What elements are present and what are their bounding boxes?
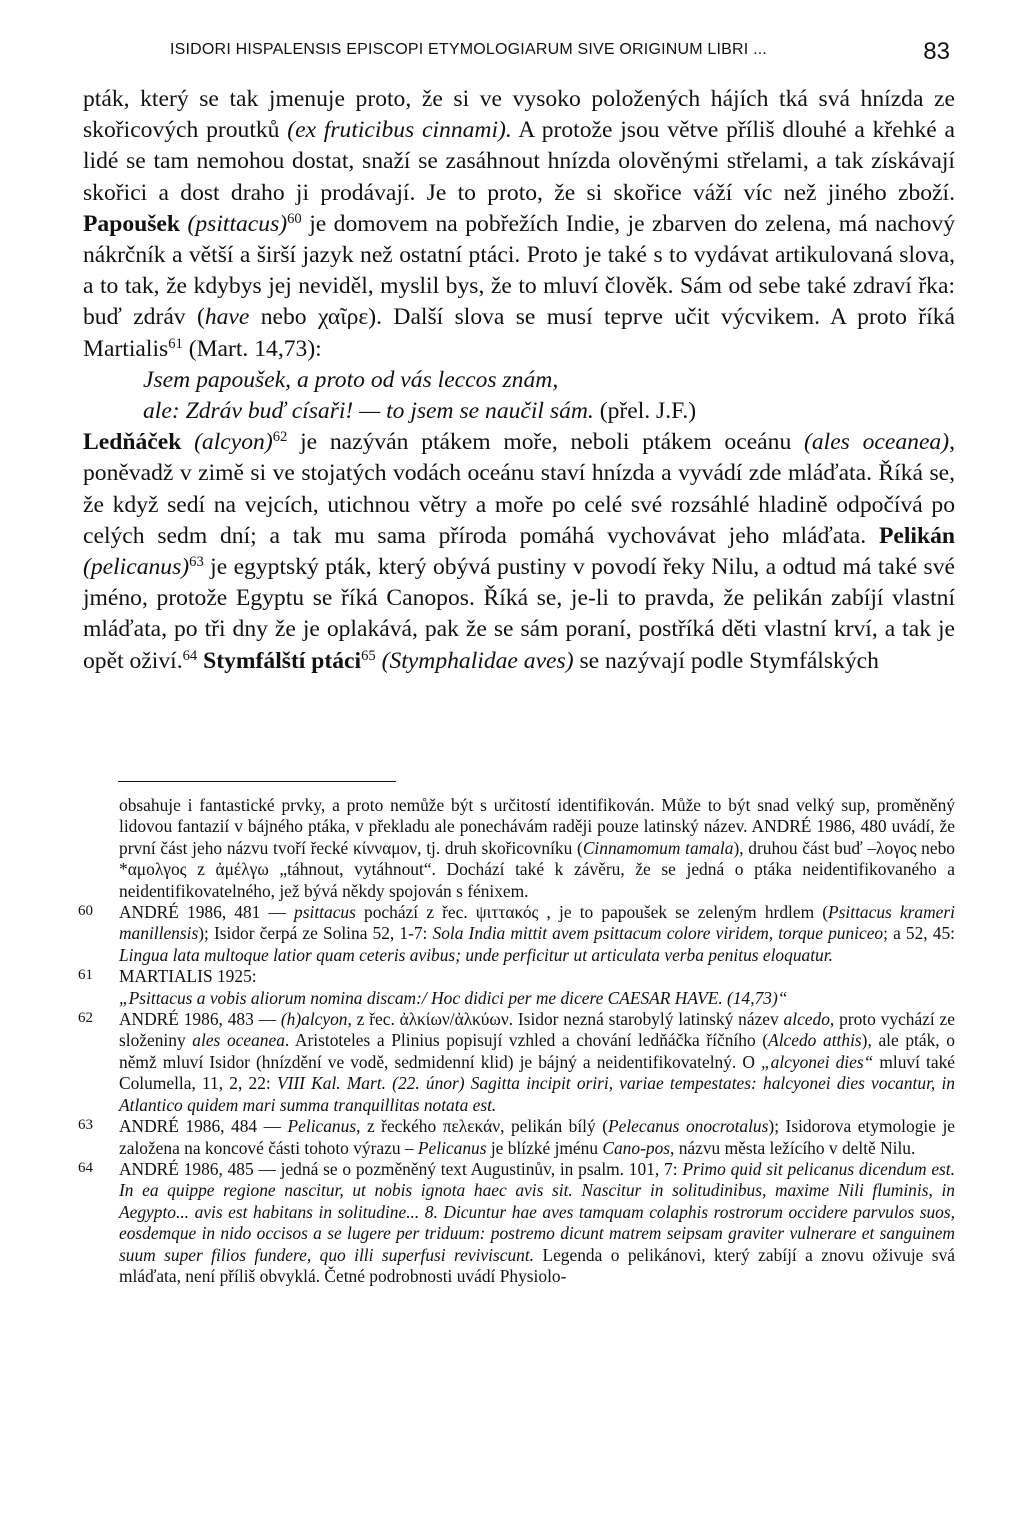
entry-lednacek: Ledňáček — [83, 429, 182, 456]
main-paragraph: pták, který se tak jmenuje proto, že si ve vysoko položených hájích tká svá hnízda ze skořicových proutků (ex fruticibus cinnami). A protože jsou větve příliš dlouhé a křehké a lidé se tam nemohou dostat, snaží se zasáhnout hnízda olověnými střelami, a tak získávají skořici a dost draho ji prodávají. Je to proto, že si skořice váží víc než jiného zboží. Papoušek (psittacus)$^{60}$ je domovem na pobřežích Indie, je zbarven do zelena, má nachový nákrčník a větší a širší jazyk než ostatní ptáci. Proto je také s to vydávat artikulovaná slova, a to tak, že kdybys jej neviděl, myslil bys, že to mluví člověk. Sám od sebe také zdraví řka: buď zdráv (have nebo χαῖρε). Další slova se musí teprve učit výcvikem. A proto říká Martialis$^{61}$ (Mart. 14,73): — [83, 86, 956, 362]
footnote-ref: 63 — [189, 554, 204, 570]
footnote-ref: 62 — [272, 429, 288, 446]
footnote-62: 62 ANDRÉ 1986, 483 — (h)alcyon, z řec. ἀλκίων/ἀλκύων. Isidor nezná starobylý latinský název alcedo, proto vychází ze složeniny ales oceanea. Aristoteles a Plinius popisují vzhled a chování ledňáčka říčního (Alcedo atthis), ale pták, o němž mluví Isidor (hnízdění ve vodě, sedmidenní klid) je bájný a neidentifikovatelný. O „alcyonei dies“ mluví také Columella, 11, 2, 22: VIII Kal. Mart. (22. únor) Sagitta incipit oriri, variae tempestates: halcyonei dies vocantur, in Atlantico quidem mari summa tranquillitas notata est. — [78, 1009, 955, 1115]
entry-papousek: Papoušek — [83, 210, 181, 237]
footnote-number: 61 — [78, 967, 93, 984]
footnote-ref: 65 — [361, 647, 376, 664]
verse-line: ale: Zdráv buď císaři! — to jsem se naučil sám. (přel. J.F.) — [143, 398, 697, 425]
footnote-61: 61 MARTIALIS 1925: „Psittacus a vobis aliorum nomina discam:/ Hoc didici per me dicere CAESAR HAVE. (14,73)“ — [78, 966, 788, 1008]
footnote-number: 64 — [78, 1159, 93, 1176]
page-number: 83 — [923, 38, 950, 65]
entry-pelikan: Pelikán — [878, 522, 955, 549]
footnote-ref: 64 — [182, 647, 198, 664]
footnote-63: 63 ANDRÉ 1986, 484 — Pelicanus, z řeckého πελεκάν, pelikán bílý (Pelecanus onocrotalus); Isidorova etymologie je založena na koncové části tohoto výrazu – Pelicanus je blízké jménu Cano-pos, názvu města ležícího v deltě Nilu. — [78, 1116, 956, 1158]
footnote-64: 64 ANDRÉ 1986, 485 — jedná se o pozměněný text Augustinův, in psalm. 101, 7: Primo quid sit pelicanus dicendum est. In ea quippe regione nascitur, ut nobis ignota haec avis sit. Nascitur in solitudinibus, maxime Nili fluminis, in Aegypto... avis est habitans in solitudine... 8. Dicuntur hae aves tamquam colaphis rostrorum occidere parvulos suos, eosdemque in nido occisos a se lugere per triduum: postremo dicunt matrem seipsam graviter vulnerare et sanguinem suum super filios fundere, quo illi superfusi reviviscunt. Legenda o pelikánovi, který zabíjí a znovu oživuje svá mláďata, není příliš obvyklá. Četné podrobnosti uvádí Physiolo- — [78, 1158, 955, 1286]
footnote-continuation: obsahuje i fantastické prvky, a proto nemůže být s určitostí identifikován. Může to být snad velký sup, proměněný lidovou fantazií v bájného ptáka, v překladu ale ponechávám raději pouze latinský název. ANDRÉ 1986, 480 uvádí, že první část jeho názvu tvoří řecké κίνναμον, tj. druh skořicovníku (Cinnamomum tamala), druhou část buď –λογος nebo *αμολγος z ἀμέλγω „táhnout, vytáhnout“. Dochází také k závěru, že se jedná o ptáka neidentifikovaného a neidentifikovatelného, jež bývá někdy spojován s fénixem. — [119, 795, 955, 901]
main-paragraph: Ledňáček (alcyon)$^{62}$ je nazýván ptákem moře, neboli ptákem oceánu (ales oceanea), poněvadž v zimě si ve stojatých vodách oceánu staví hnízda a vyvádí zde mláďata. Říká se, že když sedí na vejcích, utichnou větry a moře po celé své rozsáhlé hladině odpočívá po celých sedm dní; a tak mu sama příroda pomáhá vychovávat jeho mláďata. Pelikán (pelicanus)$^{63}$ je egyptský pták, který obývá pustiny v povodí řeky Nilu, a odtud má také své jméno, protože Egyptu se říká Canopos. Říká se, je-li to pravda, že pelikán zabíjí vlastní mláďata, po tři dny že je oplakává, pak že se sám poraní, postříká děti vlastní krví, a tak je opět oživí.$^{64}$ Stymfálští ptáci$^{65}$ (Stymphalidae aves) se nazývají podle Stymfálských — [83, 429, 955, 674]
verse-line: Jsem papoušek, a proto od vás leccos znám, — [143, 366, 559, 393]
footnote-number: 62 — [78, 1010, 93, 1027]
footnotes — [78, 795, 956, 1287]
running-head: ISIDORI HISPALENSIS EPISCOPI ETYMOLOGIARUM SIVE ORIGINUM LIBRI ... — [170, 41, 768, 58]
footnote-ref: 61 — [168, 335, 183, 352]
footnote-number: 63 — [78, 1117, 93, 1134]
footnote-60: 60 ANDRÉ 1986, 481 — psittacus pochází z řec. ψιττακός , je to papoušek se zeleným hrdlem (Psittacus krameri manillensis); Isidor čerpá ze Solina 52, 1-7: Sola India mittit avem psittacum colore viridem, torque puniceo; a 52, 45: Lingua lata multoque latior quam ceteris avibus; unde perficitur ut articulata verba penitus eloquatur. — [78, 902, 955, 965]
footnote-ref: 60 — [287, 210, 302, 227]
entry-stymfal: Stymfálští ptáci — [203, 647, 362, 674]
footnote-divider — [118, 781, 396, 782]
main-text — [83, 84, 955, 677]
page-header — [84, 38, 964, 68]
footnote-number: 60 — [78, 903, 93, 920]
